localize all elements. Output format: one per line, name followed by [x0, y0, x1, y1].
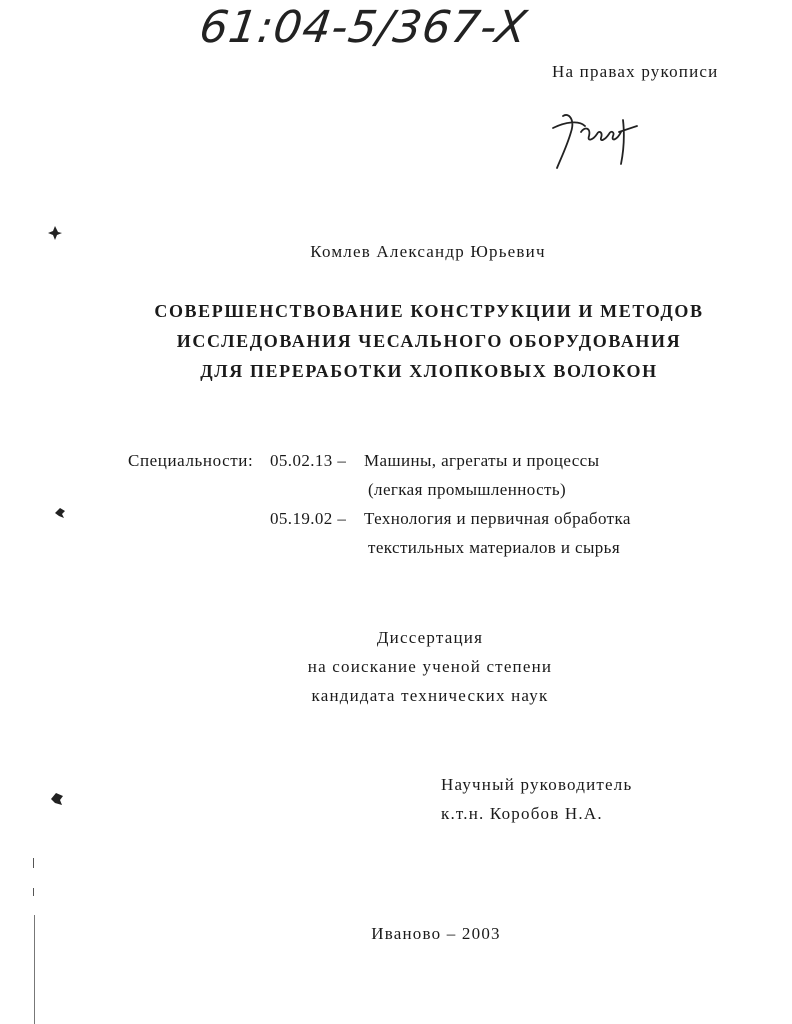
specialties-label: Специальности:	[128, 451, 254, 470]
specialty-name: Технология и первичная обработка	[364, 509, 631, 528]
rights-note: На правах рукописи	[552, 62, 719, 81]
scan-edge-mark-1	[33, 858, 34, 868]
degree-line: Диссертация	[376, 628, 484, 647]
scan-edge-mark-2	[33, 888, 34, 896]
specialty-code: 05.02.13 –	[270, 451, 347, 470]
signature	[545, 98, 655, 173]
title-line: СОВЕРШЕНСТВОВАНИЕ КОНСТРУКЦИИ И МЕТОДОВ	[154, 301, 704, 321]
specialty-name: текстильных материалов и сырья	[368, 538, 621, 557]
degree-line: кандидата технических наук	[311, 686, 549, 705]
degree-line: на соискание ученой степени	[307, 657, 553, 676]
scan-speck-1	[48, 226, 62, 240]
supervisor-role: Научный руководитель	[441, 775, 633, 794]
specialty-code: 05.19.02 –	[270, 509, 347, 528]
scan-speck-2	[54, 507, 66, 519]
place-year: Иваново – 2003	[371, 924, 501, 943]
supervisor-name: к.т.н. Коробов Н.А.	[441, 804, 603, 823]
scan-speck-3	[50, 792, 64, 806]
author-name: Комлев Александр Юрьевич	[310, 242, 546, 261]
title-line: ДЛЯ ПЕРЕРАБОТКИ ХЛОПКОВЫХ ВОЛОКОН	[200, 361, 658, 381]
specialty-name: (легкая промышленность)	[368, 480, 567, 499]
title-line: ИССЛЕДОВАНИЯ ЧЕСАЛЬНОГО ОБОРУДОВАНИЯ	[176, 331, 682, 351]
specialty-name: Машины, агрегаты и процессы	[364, 451, 600, 470]
scan-edge-mark-3	[34, 915, 35, 1024]
archive-code: 61:04-5/367-X	[196, 2, 531, 53]
